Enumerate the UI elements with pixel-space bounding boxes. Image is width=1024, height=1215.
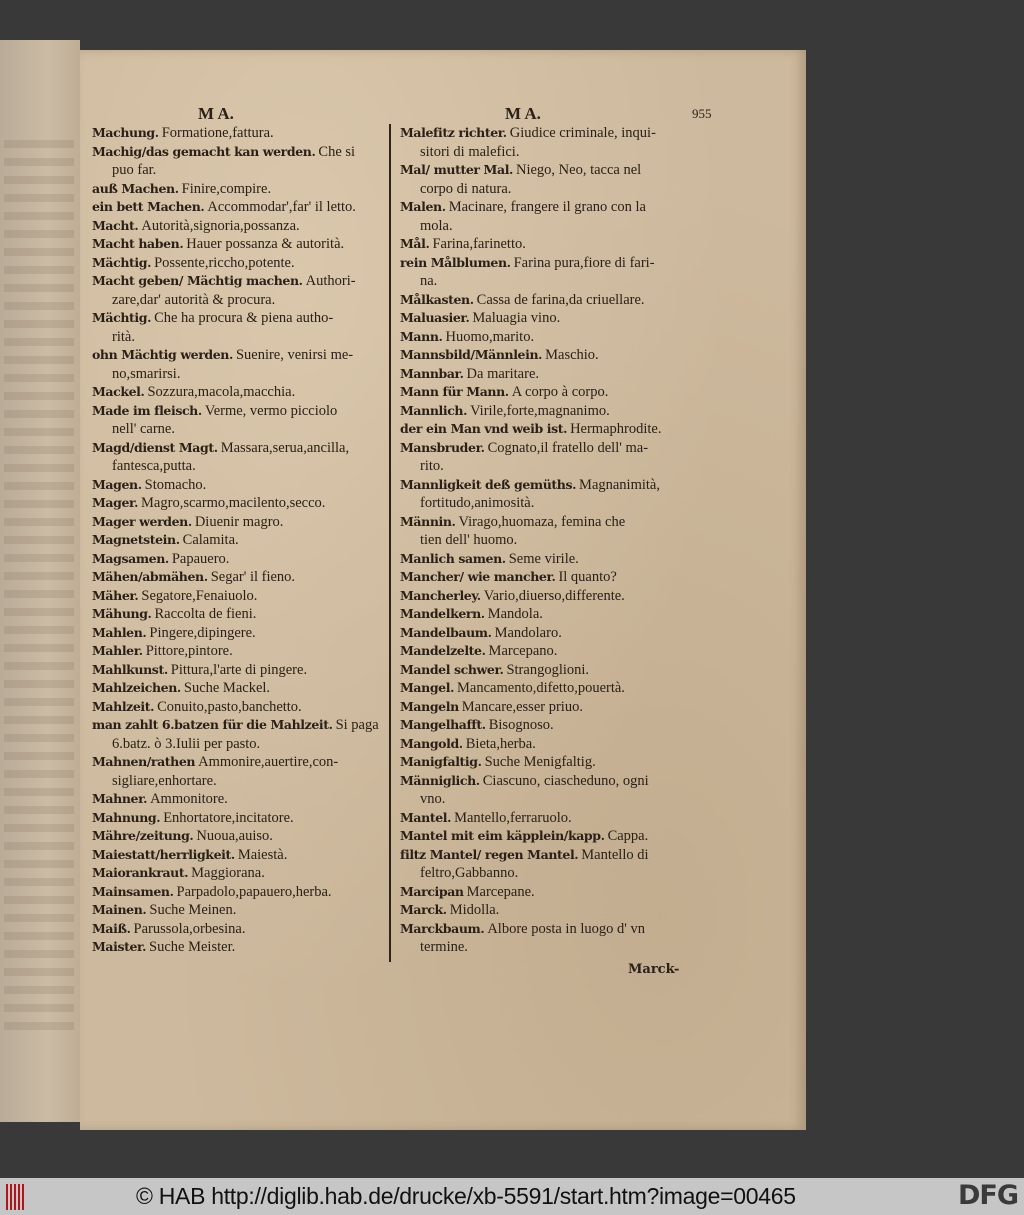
- dictionary-line: [92, 827, 392, 846]
- dictionary-line: [400, 642, 700, 661]
- italian-translation: Nuoua,auiso.: [196, 828, 273, 844]
- left-column: [92, 124, 392, 957]
- german-headword: Mahner.: [92, 791, 148, 806]
- italian-translation: Virago,huomaza, femina che: [458, 513, 626, 530]
- dictionary-line: [400, 587, 700, 606]
- italian-translation: tien dell' huomo.: [420, 532, 518, 548]
- italian-translation: Pittura,l'arte di pingere.: [170, 661, 308, 678]
- german-headword: Mahler.: [92, 643, 143, 658]
- german-headword: Macht geben/ Mächtig machen.: [92, 273, 303, 288]
- german-headword: Mähen/abmähen.: [92, 569, 208, 584]
- dictionary-line: [400, 494, 700, 513]
- german-headword: Mangelhafft.: [400, 717, 486, 732]
- german-headword: Mahlzeit.: [92, 698, 155, 714]
- italian-translation: Macinare, frangere il grano con la: [448, 199, 646, 215]
- bleed-through-text: [4, 140, 74, 1040]
- dictionary-line: [400, 661, 700, 680]
- dictionary-line: [400, 309, 700, 328]
- italian-translation: feltro,Gabbanno.: [420, 865, 519, 881]
- italian-translation: nell' carne.: [112, 421, 175, 437]
- italian-translation: sigliare,enhortare.: [112, 772, 217, 789]
- dictionary-line: [400, 938, 700, 957]
- italian-translation: Il quanto?: [558, 569, 617, 585]
- dictionary-line: [92, 365, 392, 384]
- italian-translation: Seme virile.: [508, 550, 579, 567]
- italian-translation: Cappa.: [607, 828, 649, 844]
- german-headword: Machig/das gemacht kan werden.: [92, 143, 316, 159]
- italian-translation: Cassa de farina,da criuellare.: [476, 291, 645, 308]
- italian-translation: termine.: [420, 939, 468, 955]
- italian-translation: Mandolaro.: [494, 624, 562, 641]
- dictionary-line: [92, 864, 392, 883]
- dictionary-line: [400, 402, 700, 421]
- italian-translation: Enhortatore,incitatore.: [163, 809, 294, 826]
- dictionary-line: [400, 254, 700, 273]
- german-headword: Marck.: [400, 902, 447, 917]
- dictionary-line: [92, 457, 392, 476]
- dictionary-line: [92, 698, 392, 717]
- italian-translation: Suche Meinen.: [149, 902, 237, 918]
- dictionary-line: [92, 920, 392, 939]
- dictionary-line: [92, 513, 392, 532]
- italian-translation: Strangoglioni.: [506, 661, 590, 678]
- dictionary-line: [400, 753, 700, 772]
- italian-translation: Maiestà.: [237, 846, 288, 863]
- german-headword: Mann für Mann.: [400, 384, 509, 399]
- dictionary-line: [92, 531, 392, 550]
- italian-translation: Da maritare.: [466, 365, 540, 382]
- dictionary-line: [400, 161, 700, 180]
- italian-translation: Parussola,orbesina.: [133, 920, 246, 937]
- italian-translation: Si paga: [335, 717, 379, 733]
- italian-translation: Vario,diuerso,differente.: [483, 587, 625, 604]
- italian-translation: Maluagia vino.: [472, 310, 561, 326]
- dictionary-line: [92, 938, 392, 957]
- dictionary-line: [92, 143, 392, 162]
- italian-translation: Pittore,pintore.: [145, 643, 233, 659]
- german-headword: Maiorankraut.: [92, 865, 189, 880]
- italian-translation: sitori di malefici.: [420, 143, 520, 160]
- german-headword: Mähre/zeitung.: [92, 828, 194, 843]
- dictionary-line: [92, 624, 392, 643]
- german-headword: Mancher/ wie mancher.: [400, 569, 556, 584]
- italian-translation: Diuenir magro.: [194, 513, 284, 530]
- italian-translation: Huomo,marito.: [445, 328, 535, 345]
- dictionary-line: [400, 772, 700, 791]
- german-headword: Mandel schwer.: [400, 661, 504, 677]
- dictionary-line: [400, 476, 700, 495]
- german-headword: Mål.: [400, 236, 430, 251]
- german-headword: Manlich samen.: [400, 550, 506, 566]
- italian-translation: Finire,compire.: [181, 180, 272, 197]
- dictionary-line: [92, 642, 392, 661]
- dictionary-line: [400, 124, 700, 143]
- dictionary-line: [92, 124, 392, 143]
- italian-translation: Che ha procura & piena autho-: [154, 310, 334, 326]
- german-headword: Maiestatt/herrligkeit.: [92, 846, 235, 862]
- italian-translation: fantesca,putta.: [112, 458, 196, 474]
- dictionary-line: [92, 180, 392, 199]
- italian-translation: Authori-: [305, 273, 356, 289]
- dfg-logo: DFG: [957, 1180, 1018, 1211]
- italian-translation: Suche Meister.: [149, 939, 236, 955]
- german-headword: Maiß.: [92, 920, 131, 936]
- dictionary-line: [400, 198, 700, 217]
- italian-translation: 6.batz. ò 3.Iulii per pasto.: [112, 735, 261, 752]
- italian-translation: Ammonire,auertire,con-: [198, 754, 339, 770]
- german-headword: Mantel.: [400, 809, 452, 825]
- italian-translation: mola.: [420, 217, 453, 234]
- german-headword: Macht.: [92, 217, 139, 233]
- italian-translation: corpo di natura.: [420, 180, 512, 197]
- dictionary-line: [400, 457, 700, 476]
- german-headword: Mackel.: [92, 384, 145, 399]
- dictionary-line: [400, 291, 700, 310]
- dictionary-line: [92, 568, 392, 587]
- dictionary-line: [92, 198, 392, 217]
- italian-translation: Mantello di: [581, 846, 649, 863]
- italian-translation: zare,dar' autorità & procura.: [112, 291, 276, 308]
- italian-translation: Farina,farinetto.: [432, 236, 526, 252]
- german-headword: Mahlen.: [92, 624, 147, 640]
- dictionary-line: [400, 383, 700, 402]
- italian-translation: Farina pura,fiore di fari-: [513, 254, 655, 271]
- italian-translation: Formatione,fattura.: [161, 125, 274, 141]
- dictionary-line: [92, 402, 392, 421]
- italian-translation: Giudice criminale, inqui-: [509, 125, 656, 141]
- italian-translation: Calamita.: [182, 532, 239, 548]
- dictionary-line: [400, 901, 700, 920]
- german-headword: Magnetstein.: [92, 532, 180, 547]
- dictionary-line: [92, 254, 392, 273]
- dictionary-line: [92, 550, 392, 569]
- dictionary-line: [400, 920, 700, 939]
- dictionary-line: [92, 383, 392, 402]
- german-headword: Mangel.: [400, 680, 455, 695]
- italian-translation: Bisognoso.: [488, 717, 554, 733]
- dictionary-line: [400, 568, 700, 587]
- italian-translation: Mancare,esser priuo.: [461, 698, 583, 715]
- italian-translation: Maschio.: [545, 347, 599, 363]
- german-headword: Magd/dienst Magt.: [92, 439, 218, 455]
- german-headword: rein Målblumen.: [400, 254, 511, 270]
- italian-translation: Mancamento,difetto,pouertà.: [457, 680, 625, 696]
- italian-translation: Ammonitore.: [150, 791, 228, 807]
- italian-translation: Magro,scarmo,macilento,secco.: [141, 495, 326, 511]
- german-headword: Mal/ mutter Mal.: [400, 162, 513, 177]
- german-headword: Malen.: [400, 199, 446, 214]
- italian-translation: Conuito,pasto,banchetto.: [157, 698, 302, 715]
- italian-translation: Maggiorana.: [191, 865, 265, 881]
- german-headword: Mächtig.: [92, 254, 152, 270]
- german-headword: Mahnen/rathen: [92, 754, 196, 769]
- right-column-header: M A.: [505, 104, 541, 123]
- italian-translation: na.: [420, 273, 438, 289]
- italian-translation: Midolla.: [449, 902, 500, 918]
- italian-translation: Suenire, venirsi me-: [235, 347, 354, 363]
- german-headword: Made im fleisch.: [92, 402, 202, 418]
- dictionary-line: [92, 346, 392, 365]
- german-headword: Mähung.: [92, 606, 152, 621]
- dictionary-line: [92, 790, 392, 809]
- italian-translation: Mantello,ferraruolo.: [454, 809, 572, 826]
- dictionary-line: [400, 605, 700, 624]
- dictionary-line: [92, 605, 392, 624]
- dictionary-line: [92, 901, 392, 920]
- german-headword: Mann.: [400, 328, 443, 344]
- german-headword: Mangold.: [400, 735, 463, 751]
- dictionary-line: [400, 531, 700, 550]
- german-headword: Mannsbild/Männlein.: [400, 347, 543, 362]
- italian-translation: Suche Mackel.: [183, 680, 271, 696]
- dictionary-line: [92, 716, 392, 735]
- german-headword: Målkasten.: [400, 291, 474, 307]
- german-headword: Maluasier.: [400, 310, 470, 325]
- german-headword: Machung.: [92, 125, 159, 140]
- italian-translation: rità.: [112, 328, 135, 345]
- dictionary-line: [92, 809, 392, 828]
- italian-translation: Raccolta de fieni.: [154, 606, 257, 622]
- dictionary-line: [92, 235, 392, 254]
- german-headword: Mächtig.: [92, 310, 152, 325]
- german-headword: Mandelbaum.: [400, 624, 492, 640]
- italian-translation: Albore posta in luogo d' vn: [487, 920, 645, 937]
- dictionary-line: [400, 328, 700, 347]
- credit-url[interactable]: © HAB http://diglib.hab.de/drucke/xb-5591/start.htm?image=00465: [136, 1183, 796, 1209]
- italian-translation: Sozzura,macola,macchia.: [147, 384, 296, 400]
- dictionary-line: [92, 272, 392, 291]
- italian-translation: Bieta,herba.: [465, 735, 536, 752]
- dictionary-line: [92, 753, 392, 772]
- german-headword: Mainen.: [92, 902, 147, 917]
- dictionary-line: [400, 827, 700, 846]
- dictionary-line: [400, 735, 700, 754]
- italian-translation: Ciascuno, ciascheduno, ogni: [482, 772, 649, 789]
- german-headword: Mansbruder.: [400, 439, 485, 455]
- italian-translation: Che si: [318, 143, 356, 160]
- dictionary-line: [92, 735, 392, 754]
- dictionary-line: [400, 698, 700, 717]
- dictionary-line: [400, 180, 700, 199]
- dictionary-line: [400, 272, 700, 291]
- german-headword: Männiglich.: [400, 772, 480, 788]
- italian-translation: Papauero.: [171, 550, 230, 567]
- german-headword: filtz Mantel/ regen Mantel.: [400, 846, 579, 862]
- dictionary-line: [92, 439, 392, 458]
- dictionary-line: [400, 217, 700, 236]
- dictionary-line: [92, 661, 392, 680]
- dictionary-line: [400, 624, 700, 643]
- italian-translation: Suche Menigfaltig.: [484, 754, 596, 770]
- italian-translation: Stomacho.: [144, 476, 207, 493]
- german-headword: Männin.: [400, 513, 456, 529]
- italian-translation: Possente,riccho,potente.: [154, 254, 295, 271]
- dictionary-line: [92, 217, 392, 236]
- italian-translation: puo far.: [112, 162, 157, 178]
- dictionary-line: [92, 494, 392, 513]
- dictionary-line: [92, 161, 392, 180]
- german-headword: ohn Mächtig werden.: [92, 347, 233, 362]
- german-headword: Mahlzeichen.: [92, 680, 181, 695]
- italian-translation: Niego, Neo, tacca nel: [516, 162, 642, 178]
- german-headword: Manigfaltig.: [400, 754, 482, 769]
- german-headword: Magsamen.: [92, 550, 169, 566]
- previous-page-edge: [0, 40, 80, 1122]
- italian-translation: Pingere,dipingere.: [149, 624, 256, 641]
- page-number: 955: [692, 106, 712, 121]
- italian-translation: A corpo à corpo.: [511, 384, 609, 400]
- italian-translation: vno.: [420, 791, 446, 807]
- catchword: Marck-: [628, 962, 680, 977]
- dictionary-line: [92, 846, 392, 865]
- german-headword: Mandelkern.: [400, 606, 485, 621]
- italian-translation: Verme, vermo picciolo: [204, 402, 338, 419]
- italian-translation: Segatore,Fenaiuolo.: [141, 587, 258, 604]
- german-headword: Mahnung.: [92, 809, 161, 825]
- italian-translation: Mandola.: [487, 606, 543, 622]
- dictionary-line: [92, 883, 392, 902]
- hab-logo-icon: [6, 1184, 26, 1210]
- dictionary-line: [400, 883, 700, 902]
- dictionary-line: [400, 439, 700, 458]
- dictionary-line: [400, 420, 700, 439]
- italian-translation: Virile,forte,magnanimo.: [470, 402, 610, 419]
- german-headword: man zahlt 6.batzen für die Mahlzeit.: [92, 717, 333, 732]
- italian-translation: no,smarirsi.: [112, 365, 181, 382]
- german-headword: Mannligkeit deß gemüths.: [400, 476, 577, 492]
- german-headword: Magen.: [92, 476, 142, 492]
- german-headword: Mantel mit eim käpplein/kapp.: [400, 828, 605, 843]
- dictionary-line: [92, 476, 392, 495]
- dictionary-line: [92, 309, 392, 328]
- dictionary-line: [92, 772, 392, 791]
- right-column: [400, 124, 700, 957]
- dictionary-line: [400, 790, 700, 809]
- german-headword: Maister.: [92, 939, 147, 954]
- italian-translation: Accommodar',far' il letto.: [207, 199, 356, 215]
- italian-translation: Autorità,signoria,possanza.: [141, 217, 300, 234]
- dictionary-line: [400, 346, 700, 365]
- italian-translation: Hermaphrodite.: [570, 421, 662, 437]
- german-headword: Mannlich.: [400, 402, 468, 418]
- dictionary-line: [400, 716, 700, 735]
- german-headword: Mancherley.: [400, 587, 481, 603]
- dictionary-line: [400, 513, 700, 532]
- dictionary-line: [400, 679, 700, 698]
- italian-translation: Parpadolo,papauero,herba.: [176, 883, 332, 900]
- footer-bar: [0, 1178, 1024, 1215]
- scanned-page: [80, 50, 806, 1130]
- german-headword: Mandelzelte.: [400, 643, 486, 658]
- italian-translation: Marcepano.: [488, 643, 558, 659]
- dictionary-line: [400, 235, 700, 254]
- german-headword: ein bett Machen.: [92, 199, 205, 214]
- italian-translation: fortitudo,animosità.: [420, 495, 535, 511]
- german-headword: auß Machen.: [92, 180, 179, 196]
- dictionary-line: [92, 679, 392, 698]
- italian-translation: Massara,serua,ancilla,: [220, 439, 350, 456]
- dictionary-line: [400, 550, 700, 569]
- german-headword: Mager.: [92, 495, 139, 510]
- german-headword: der ein Man vnd weib ist.: [400, 421, 568, 436]
- german-headword: Mangeln: [400, 698, 459, 714]
- german-headword: Mainsamen.: [92, 883, 174, 899]
- italian-translation: Hauer possanza & autorità.: [186, 236, 345, 252]
- italian-translation: rito.: [420, 458, 444, 474]
- dictionary-line: [400, 365, 700, 384]
- dictionary-line: [92, 587, 392, 606]
- italian-translation: Segar' il fieno.: [210, 569, 296, 585]
- german-headword: Mahlkunst.: [92, 661, 168, 677]
- german-headword: Malefitz richter.: [400, 125, 507, 140]
- german-headword: Mannbar.: [400, 365, 464, 381]
- dictionary-line: [400, 809, 700, 828]
- dictionary-line: [92, 291, 392, 310]
- german-headword: Marcipan: [400, 883, 464, 899]
- german-headword: Macht haben.: [92, 236, 184, 251]
- dictionary-line: [400, 864, 700, 883]
- dictionary-line: [92, 420, 392, 439]
- german-headword: Marckbaum.: [400, 920, 485, 936]
- german-headword: Mäher.: [92, 587, 139, 603]
- italian-translation: Magnanimità,: [579, 476, 660, 493]
- dictionary-line: [400, 846, 700, 865]
- dictionary-line: [92, 328, 392, 347]
- dictionary-line: [400, 143, 700, 162]
- german-headword: Mager werden.: [92, 513, 192, 529]
- italian-translation: Marcepane.: [466, 883, 535, 900]
- left-column-header: M A.: [198, 104, 234, 123]
- italian-translation: Cognato,il fratello dell' ma-: [487, 439, 649, 456]
